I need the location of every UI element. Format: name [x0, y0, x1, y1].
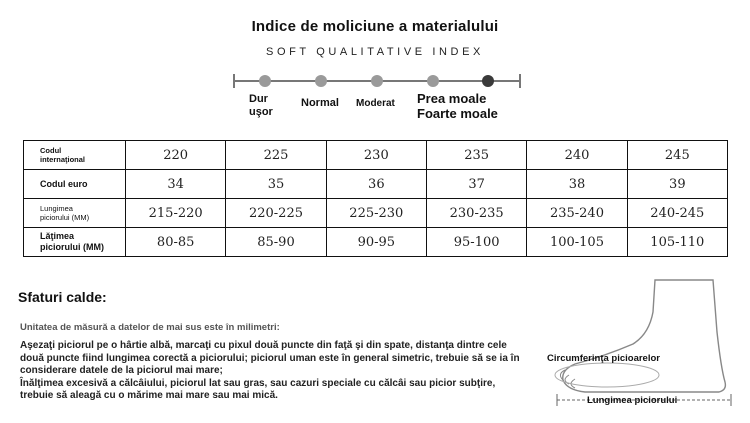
- scale-dot-4: [427, 75, 439, 87]
- scale-label-line: Foarte moale: [417, 106, 498, 121]
- table-cell: 225-230: [326, 199, 426, 228]
- table-cell: 230-235: [426, 199, 526, 228]
- row-header: [24, 141, 126, 170]
- table-cell: 90-95: [326, 228, 426, 257]
- scale-label-moderat: Moderat: [356, 98, 395, 109]
- table-cell: 220-225: [226, 199, 326, 228]
- table-cell: 80-85: [126, 228, 226, 257]
- table-cell: 85-90: [226, 228, 326, 257]
- tips-body: [20, 340, 530, 403]
- tips-paragraph-2: Înălţimea excesivă a călcâiului, piciorul lat sau gras, sau cazuri speciale cu călcâi sau picior subţire, trebuie să aleagă cu o mărime mai mare sau mai mică.: [20, 377, 496, 401]
- scale-label-line: uşor: [249, 106, 273, 118]
- row-header-line: internaţional: [40, 155, 86, 164]
- table-cell: 100-105: [527, 228, 627, 257]
- scale-dot-1: [259, 75, 271, 87]
- scale-dot-2: [315, 75, 327, 87]
- foot-length-label: Lungimea piciorului: [587, 395, 678, 406]
- table-cell: 215-220: [126, 199, 226, 228]
- row-header: [24, 228, 126, 257]
- table-row-width: [24, 228, 728, 257]
- table-cell: 225: [226, 141, 326, 170]
- scale-left-cap: [233, 74, 235, 88]
- table-cell: 240: [527, 141, 627, 170]
- table-cell: 34: [126, 170, 226, 199]
- table-cell: 230: [326, 141, 426, 170]
- foot-circumference-label: Circumferinţa picioarelor: [547, 353, 660, 364]
- table-cell: 95-100: [426, 228, 526, 257]
- unit-note: Unitatea de măsură a datelor de mai sus este în milimetri:: [20, 322, 280, 333]
- table-cell: 105-110: [627, 228, 727, 257]
- table-row-euro: [24, 170, 728, 199]
- scale-dot-3: [371, 75, 383, 87]
- scale-right-cap: [519, 74, 521, 88]
- table-cell: 220: [126, 141, 226, 170]
- scale-label-dur-usor: [249, 93, 273, 119]
- table-cell: 36: [326, 170, 426, 199]
- table-cell: 39: [627, 170, 727, 199]
- row-header-line: Codul: [40, 146, 62, 155]
- table-cell: 235: [426, 141, 526, 170]
- scale-dot-5-active: [482, 75, 494, 87]
- table-cell: 38: [527, 170, 627, 199]
- row-header: [24, 170, 126, 199]
- row-header: [24, 199, 126, 228]
- row-header-line: Lungimea: [40, 204, 73, 213]
- scale-label-line: Dur: [249, 93, 268, 105]
- table-cell: 37: [426, 170, 526, 199]
- table-row-international: [24, 141, 728, 170]
- table-cell: 245: [627, 141, 727, 170]
- scale-label-normal: Normal: [301, 97, 339, 109]
- table-cell: 35: [226, 170, 326, 199]
- tips-paragraph-1: Aşezaţi piciorul pe o hârtie albă, marcaţi cu pixul două puncte din faţă şi din spate, distanţa dintre cele două puncte fiind lungimea corectă a piciorului; piciorul uman este în general simetric, trebuie să se ia în considerare datele de la piciorul mai mare;: [20, 340, 520, 376]
- chart-title: Indice de moliciune a materialului: [251, 18, 499, 35]
- foot-diagram: [545, 272, 745, 412]
- table-row-length: [24, 199, 728, 228]
- foot-outline-icon: [545, 272, 745, 412]
- size-table: [23, 140, 728, 257]
- table-cell: 235-240: [527, 199, 627, 228]
- table-cell: 240-245: [627, 199, 727, 228]
- row-header-line: Lăţimea: [40, 231, 75, 241]
- chart-subtitle: SOFT QUALITATIVE INDEX: [266, 46, 484, 58]
- row-header-line: piciorului (MM): [40, 242, 104, 252]
- row-header-line: piciorului (MM): [40, 213, 90, 222]
- row-header-line: Codul euro: [40, 178, 88, 189]
- tips-title: Sfaturi calde:: [18, 289, 107, 305]
- scale-label-prea-moale: [417, 91, 498, 121]
- scale-label-line: Prea moale: [417, 91, 487, 106]
